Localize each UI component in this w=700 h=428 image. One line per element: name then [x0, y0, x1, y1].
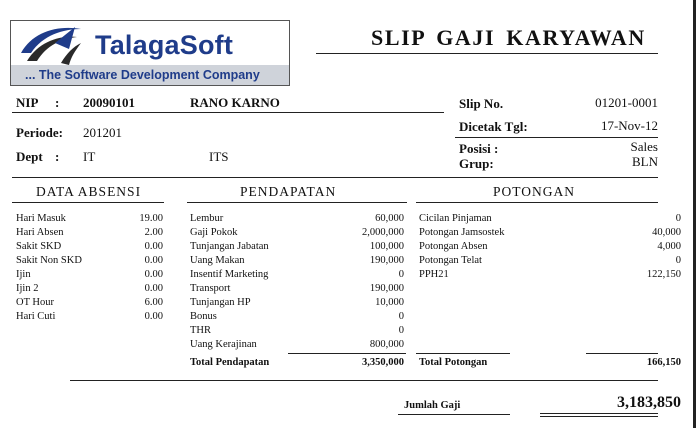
nip-separator: : — [55, 95, 60, 110]
list-item-value: 2,000,000 — [362, 227, 404, 238]
total-pendapatan-value: 3,350,000 — [362, 357, 404, 368]
list-item: Potongan Jamsostek — [419, 227, 505, 238]
pendapatan-title: PENDAPATAN — [240, 184, 337, 199]
nip-value: 20090101 — [83, 95, 135, 110]
periode-value: 201201 — [83, 125, 122, 140]
list-item: Ijin 2 — [16, 283, 39, 294]
header-divider — [12, 177, 658, 178]
pendapatan-total-rule — [288, 353, 406, 354]
nip-label: NIP — [16, 95, 39, 110]
total-pendapatan-label: Total Pendapatan — [190, 357, 270, 368]
grand-total-rule-2 — [540, 416, 658, 417]
posisi-label: Posisi : — [459, 141, 499, 156]
list-item-value: 10,000 — [375, 297, 404, 308]
list-item: PPH21 — [419, 269, 449, 280]
jumlah-gaji-label-rule — [398, 414, 510, 415]
list-item: THR — [190, 325, 211, 336]
printed-date-label: Dicetak Tgl: — [459, 119, 528, 134]
list-item: Transport — [190, 283, 231, 294]
potongan-underline — [416, 202, 658, 203]
dept-code: IT — [83, 149, 96, 164]
periode-label: Periode: — [16, 125, 63, 140]
list-item-value: 0 — [398, 311, 404, 322]
list-item-value: 0 — [675, 213, 681, 224]
list-item: Hari Absen — [16, 227, 64, 238]
employee-name: RANO KARNO — [190, 95, 280, 110]
list-item-value: 40,000 — [652, 227, 681, 238]
potongan-total-rule — [586, 353, 658, 354]
list-item: Ijin — [16, 269, 31, 280]
dept-separator: : — [55, 149, 60, 164]
list-item: Hari Masuk — [16, 213, 66, 224]
list-item-value: 0.00 — [144, 269, 163, 280]
list-item-value: 0.00 — [144, 283, 163, 294]
list-item: Cicilan Pinjaman — [419, 213, 492, 224]
dept-name: ITS — [209, 149, 229, 164]
list-item: Potongan Absen — [419, 241, 488, 252]
list-item-value: 100,000 — [369, 241, 404, 252]
list-item-value: 0 — [675, 255, 681, 266]
list-item-value: 0.00 — [144, 311, 163, 322]
list-item-value: 122,150 — [646, 269, 681, 280]
list-item: Uang Makan — [190, 255, 245, 266]
employee-divider — [12, 112, 444, 113]
total-potongan-label: Total Potongan — [419, 357, 488, 368]
slip-divider — [455, 137, 658, 138]
company-logo — [10, 20, 290, 86]
potongan-label-rule — [416, 353, 510, 354]
absensi-title: DATA ABSENSI — [36, 184, 142, 199]
list-item-value: 2.00 — [144, 227, 163, 238]
grup-label: Grup: — [459, 156, 494, 171]
list-item: Lembur — [190, 213, 224, 224]
list-item-value: 190,000 — [369, 255, 404, 266]
list-item: Sakit SKD — [16, 241, 62, 252]
company-tagline: ... The Software Development Company — [25, 68, 260, 82]
list-item: Sakit Non SKD — [16, 255, 82, 266]
printed-date-value: 17-Nov-12 — [600, 118, 658, 133]
list-item: Insentif Marketing — [190, 269, 269, 280]
list-item-value: 800,000 — [369, 339, 404, 350]
logo-swoosh-icon — [15, 23, 87, 67]
list-item-value: 0.00 — [144, 241, 163, 252]
total-potongan-value: 166,150 — [646, 357, 681, 368]
list-item: Hari Cuti — [16, 311, 56, 322]
list-item: Tunjangan Jabatan — [190, 241, 269, 252]
list-item: Uang Kerajinan — [190, 339, 257, 350]
posisi-value: Sales — [630, 139, 658, 154]
list-item: Tunjangan HP — [190, 297, 251, 308]
list-item-value: 6.00 — [144, 297, 163, 308]
grup-value: BLN — [632, 154, 658, 169]
title-underline — [316, 53, 658, 54]
list-item: Bonus — [190, 311, 217, 322]
list-item-value: 4,000 — [657, 241, 681, 252]
dept-label: Dept — [16, 149, 43, 164]
jumlah-gaji-value: 3,183,850 — [617, 394, 681, 411]
pendapatan-underline — [187, 202, 407, 203]
company-name: TalagaSoft — [95, 30, 234, 60]
potongan-title: POTONGAN — [493, 184, 576, 199]
list-item-value: 0 — [398, 325, 404, 336]
jumlah-gaji-label: Jumlah Gaji — [404, 400, 461, 411]
list-item-value: 60,000 — [375, 213, 404, 224]
list-item-value: 19.00 — [139, 213, 163, 224]
list-item-value: 0 — [398, 269, 404, 280]
slip-no-value: 01201-0001 — [595, 95, 658, 110]
grand-total-rule-1 — [540, 413, 658, 414]
list-item: Potongan Telat — [419, 255, 482, 266]
slip-no-label: Slip No. — [459, 96, 504, 111]
list-item: OT Hour — [16, 297, 55, 308]
list-item-value: 0.00 — [144, 255, 163, 266]
list-item-value: 190,000 — [369, 283, 404, 294]
summary-divider — [70, 380, 658, 381]
absensi-underline — [12, 202, 164, 203]
document-title: SLIP GAJI KARYAWAN — [371, 25, 646, 50]
list-item: Gaji Pokok — [190, 227, 238, 238]
